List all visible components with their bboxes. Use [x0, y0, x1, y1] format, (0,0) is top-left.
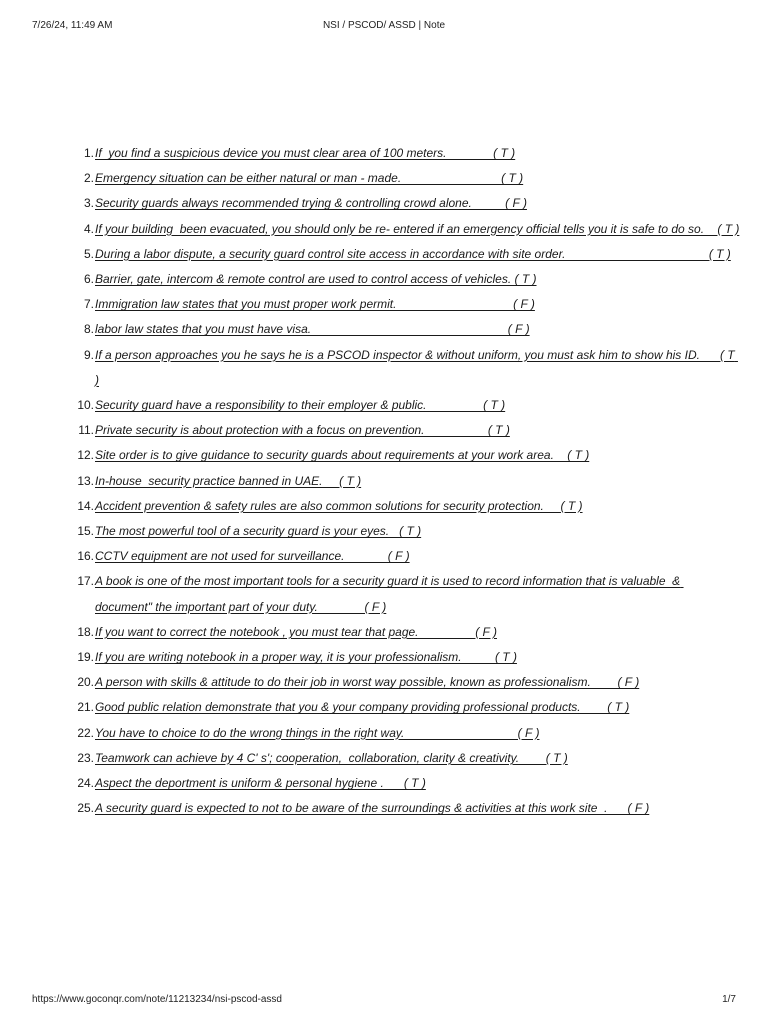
item-number: 20. — [77, 675, 94, 690]
list-item — [60, 620, 740, 645]
item-text: If you are writing notebook in a proper way, it is your professionalism. ( T ) — [95, 650, 517, 665]
page-url: https://www.goconqr.com/note/11213234/nsi-pscod-assd — [32, 994, 282, 1005]
list-item — [60, 267, 740, 292]
list-item — [60, 292, 740, 317]
item-text: A person with skills & attitude to do their job in worst way possible, known as professionalism. ( F ) — [95, 675, 640, 690]
list-item — [60, 645, 740, 670]
list-item — [60, 544, 740, 569]
item-number: 12. — [77, 448, 94, 463]
print-datetime: 7/26/24, 11:49 AM — [32, 20, 113, 31]
item-text: Aspect the deportment is uniform & personal hygiene . ( T ) — [95, 776, 426, 791]
item-text: Immigration law states that you must proper work permit. ( F ) — [95, 297, 535, 312]
item-text: A security guard is expected to not to be aware of the surroundings & activities at this work site . ( F ) — [95, 801, 650, 816]
item-number: 18. — [77, 624, 94, 639]
item-text: Site order is to give guidance to security guards about requirements at your work area. ( T ) — [95, 448, 590, 463]
item-number: 4. — [83, 221, 94, 236]
list-item — [60, 418, 740, 443]
item-number: 14. — [77, 498, 94, 513]
item-number: 15. — [77, 524, 94, 539]
list-item — [60, 191, 740, 216]
item-text: Barrier, gate, intercom & remote control are used to control access of vehicles. ( T ) — [95, 272, 537, 287]
page-title: NSI / PSCOD/ ASSD | Note — [322, 20, 446, 31]
list-item — [60, 519, 740, 544]
item-number: 23. — [77, 750, 94, 765]
item-text: Teamwork can achieve by 4 C' s'; cooperation, collaboration, clarity & creativity. ( T ) — [95, 750, 568, 765]
list-item — [60, 771, 740, 796]
list-item — [60, 569, 740, 619]
item-text: Security guards always recommended trying & controlling crowd alone. ( F ) — [95, 196, 527, 211]
list-item — [60, 746, 740, 771]
item-number: 9. — [83, 347, 94, 362]
list-item — [60, 242, 740, 267]
item-text: In-house security practice banned in UAE. ( T ) — [95, 473, 362, 488]
item-number: 22. — [77, 725, 94, 740]
item-number: 21. — [77, 700, 94, 715]
item-number: 10. — [77, 398, 94, 413]
list-item — [60, 166, 740, 191]
item-text: Security guard have a responsibility to their employer & public. ( T ) — [95, 398, 506, 413]
item-number: 13. — [77, 473, 94, 488]
list-item — [60, 443, 740, 468]
page-number: 1/7 — [722, 994, 736, 1005]
item-number: 7. — [83, 297, 94, 312]
statement-list — [60, 141, 740, 821]
item-number: 8. — [83, 322, 94, 337]
item-number: 3. — [83, 196, 94, 211]
item-text: CCTV equipment are not used for surveillance. ( F ) — [95, 549, 410, 564]
item-text: The most powerful tool of a security guard is your eyes. ( T ) — [95, 524, 422, 539]
item-text: Private security is about protection with a focus on prevention. ( T ) — [95, 423, 510, 438]
list-item — [60, 494, 740, 519]
item-number: 11. — [78, 423, 94, 438]
item-number: 19. — [77, 650, 94, 665]
list-item — [60, 217, 740, 242]
item-text: If your building been evacuated, you should only be re- entered if an emergency official tells you it is safe to do so. ( T ) — [95, 221, 740, 236]
item-number: 6. — [83, 272, 94, 287]
list-item — [60, 141, 740, 166]
list-item — [60, 393, 740, 418]
item-number: 17. — [77, 574, 94, 589]
item-number: 1. — [83, 146, 94, 160]
list-item — [60, 343, 740, 393]
item-text: Accident prevention & safety rules are also common solutions for security protection. ( T ) — [95, 498, 583, 513]
item-text: Emergency situation can be either natural or man - made. ( T ) — [95, 171, 524, 186]
item-number: 24. — [77, 776, 94, 791]
item-text: If a person approaches you he says he is a PSCOD inspector & without uniform, you must ask him to show his ID. ( T ) — [95, 347, 738, 387]
item-text: If you want to correct the notebook , you must tear that page. ( F ) — [95, 624, 497, 639]
item-number: 2. — [83, 171, 94, 186]
item-text: You have to choice to do the wrong things in the right way. ( F ) — [95, 725, 540, 740]
item-text: During a labor dispute, a security guard control site access in accordance with site order. ( T ) — [95, 246, 731, 261]
list-item — [60, 670, 740, 695]
item-text: If you find a suspicious device you must clear area of 100 meters. ( T ) — [95, 146, 516, 160]
item-text: A book is one of the most important tools for a security guard it is used to record information that is valuable & document" the important part of your duty. ( F ) — [95, 574, 684, 614]
item-text: labor law states that you must have visa. ( F ) — [95, 322, 530, 337]
item-number: 5. — [83, 246, 94, 261]
list-item — [60, 317, 740, 342]
item-number: 16. — [77, 549, 94, 564]
list-item — [60, 796, 740, 821]
item-number: 25. — [77, 801, 94, 816]
list-item — [60, 721, 740, 746]
list-item — [60, 695, 740, 720]
list-item — [60, 469, 740, 494]
item-text: Good public relation demonstrate that you & your company providing professional products. ( T ) — [95, 700, 630, 715]
